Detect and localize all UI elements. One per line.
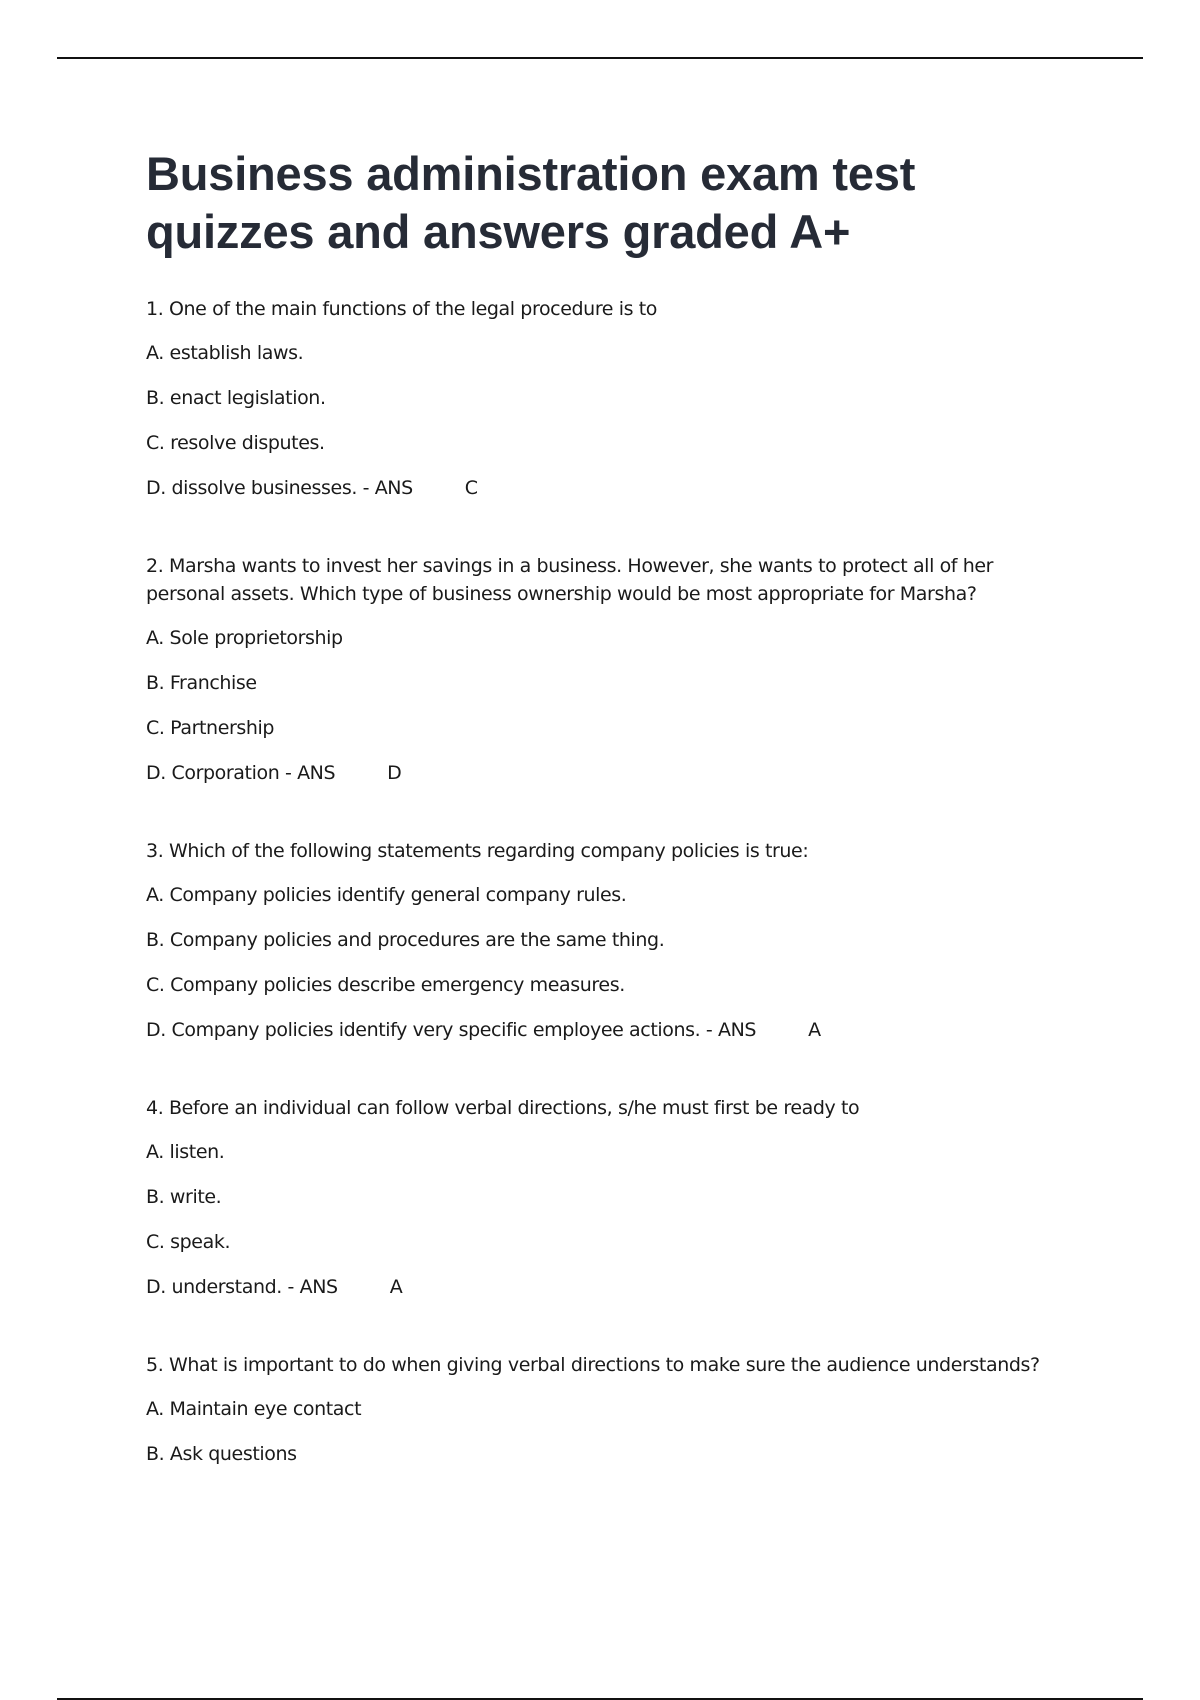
- option-d: [146, 1016, 1076, 1044]
- question-text: 4. Before an individual can follow verbal directions, s/he must first be ready to: [146, 1097, 860, 1119]
- option-a: A. Maintain eye contact: [146, 1398, 362, 1420]
- option-b: B. write.: [146, 1186, 222, 1208]
- question-4: [146, 1094, 1076, 1301]
- option-d-label: D. dissolve businesses. - ANS: [146, 477, 413, 499]
- answer-letter: D: [387, 762, 402, 784]
- option-a: A. listen.: [146, 1141, 225, 1163]
- question-text: 5. What is important to do when giving verbal directions to make sure the audience understands?: [146, 1354, 1040, 1376]
- option-b: B. enact legislation.: [146, 387, 326, 409]
- answer-letter: C: [464, 477, 478, 499]
- option-b: B. Company policies and procedures are the same thing.: [146, 929, 665, 951]
- option-c: C. Company policies describe emergency measures.: [146, 974, 625, 996]
- question-text: 2. Marsha wants to invest her savings in a business. However, she wants to protect all of her personal assets. Which type of business ownership would be most appropriate for Marsha?: [146, 555, 994, 605]
- option-d-label: D. understand. - ANS: [146, 1276, 338, 1298]
- option-c: C. resolve disputes.: [146, 432, 325, 454]
- option-a: A. establish laws.: [146, 342, 304, 364]
- option-d-label: D. Company policies identify very specific employee actions. - ANS: [146, 1019, 757, 1041]
- document-body: [146, 145, 1076, 1518]
- question-text: 1. One of the main functions of the legal procedure is to: [146, 298, 658, 320]
- option-a: A. Sole proprietorship: [146, 627, 343, 649]
- document-title: Business administration exam test quizzes and answers graded A+: [146, 147, 916, 258]
- question-text: 3. Which of the following statements regarding company policies is true:: [146, 840, 809, 862]
- question-1: [146, 295, 1076, 502]
- option-b: B. Franchise: [146, 672, 257, 694]
- option-a: A. Company policies identify general company rules.: [146, 884, 627, 906]
- question-3: [146, 837, 1076, 1044]
- option-d: [146, 474, 1076, 502]
- option-b: B. Ask questions: [146, 1443, 297, 1465]
- option-d: [146, 1273, 1076, 1301]
- option-c: C. speak.: [146, 1231, 231, 1253]
- top-rule: [57, 57, 1143, 59]
- answer-letter: A: [808, 1019, 821, 1041]
- answer-letter: A: [389, 1276, 403, 1298]
- option-d-label: D. Corporation - ANS: [146, 762, 336, 784]
- option-c: C. Partnership: [146, 717, 275, 739]
- question-2: [146, 552, 1076, 787]
- question-5: [146, 1351, 1076, 1468]
- option-d: [146, 759, 1076, 787]
